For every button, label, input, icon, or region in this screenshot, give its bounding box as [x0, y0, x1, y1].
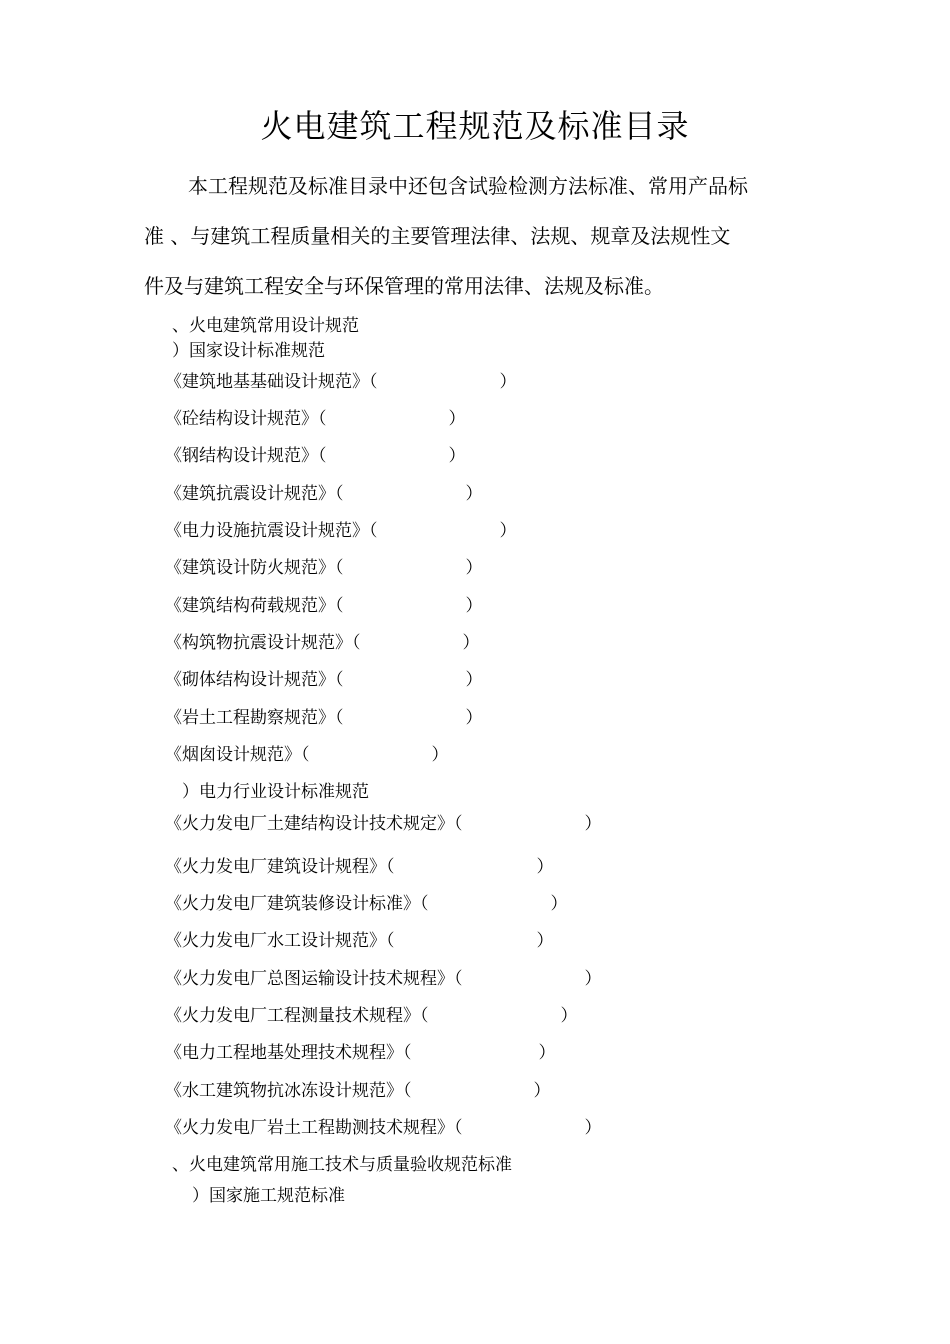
- list-item: [165, 556, 483, 580]
- list-item: [165, 668, 483, 692]
- item-close: ）: [584, 969, 602, 989]
- item-close: ）: [431, 745, 449, 765]
- item-close: ）: [536, 931, 554, 951]
- item-title: 《砌体结构设计规范》（: [165, 670, 344, 690]
- list-item: [165, 444, 466, 468]
- item-title: 《火力发电厂工程测量技术规程》（: [165, 1006, 429, 1026]
- section-heading: 、火电建筑常用设计规范: [172, 316, 359, 336]
- item-close: ）: [550, 894, 568, 914]
- list-item: [165, 594, 483, 618]
- list-item: [165, 1041, 556, 1065]
- item-title: 《火力发电厂总图运输设计技术规程》（: [165, 969, 463, 989]
- intro-line-1: 本工程规范及标准目录中还包含试验检测方法标准、常用产品标: [188, 174, 748, 198]
- item-title: 《构筑物抗震设计规范》（: [165, 633, 361, 653]
- list-item: [165, 407, 466, 431]
- list-item: [165, 631, 480, 655]
- item-title: 《火力发电厂建筑装修设计标准》（: [165, 894, 429, 914]
- subsection-heading: ）电力行业设计标准规范: [182, 782, 369, 802]
- list-item: [165, 370, 517, 394]
- list-item: [165, 519, 517, 543]
- item-close: ）: [465, 708, 483, 728]
- item-title: 《水工建筑物抗冰冻设计规范》（: [165, 1081, 412, 1101]
- list-item: [165, 967, 602, 991]
- item-title: 《电力工程地基处理技术规程》（: [165, 1043, 412, 1063]
- list-item: [165, 743, 449, 767]
- item-close: ）: [538, 1043, 556, 1063]
- page-title: 火电建筑工程规范及标准目录: [260, 107, 690, 145]
- item-close: ）: [584, 1118, 602, 1138]
- subsection-heading: ）国家施工规范标准: [192, 1186, 345, 1206]
- section-heading: 、火电建筑常用施工技术与质量验收规范标准: [172, 1155, 512, 1175]
- item-close: ）: [533, 1081, 551, 1101]
- intro-line-2: 准 、与建筑工程质量相关的主要管理法律、法规、规章及法规性文: [144, 224, 731, 248]
- item-close: ）: [448, 446, 466, 466]
- subsection-heading: ）国家设计标准规范: [172, 341, 325, 361]
- item-close: ）: [465, 596, 483, 616]
- item-title: 《建筑抗震设计规范》（: [165, 484, 344, 504]
- list-item: [165, 812, 602, 836]
- item-close: ）: [560, 1006, 578, 1026]
- item-title: 《建筑设计防火规范》（: [165, 558, 344, 578]
- list-item: [165, 855, 554, 879]
- item-close: ）: [462, 633, 480, 653]
- item-title: 《烟囱设计规范》（: [165, 745, 310, 765]
- intro-line-3: 件及与建筑工程安全与环保管理的常用法律、法规及标准。: [144, 274, 664, 298]
- item-close: ）: [448, 409, 466, 429]
- item-title: 《火力发电厂岩土工程勘测技术规程》（: [165, 1118, 463, 1138]
- item-title: 《电力设施抗震设计规范》（: [165, 521, 378, 541]
- list-item: [165, 892, 568, 916]
- item-title: 《建筑结构荷载规范》（: [165, 596, 344, 616]
- item-close: ）: [465, 484, 483, 504]
- item-title: 《砼结构设计规范》（: [165, 409, 327, 429]
- item-title: 《岩土工程勘察规范》（: [165, 708, 344, 728]
- list-item: [165, 1116, 602, 1140]
- item-close: ）: [499, 521, 517, 541]
- item-close: ）: [465, 670, 483, 690]
- item-title: 《火力发电厂建筑设计规程》（: [165, 857, 395, 877]
- list-item: [165, 482, 483, 506]
- item-title: 《火力发电厂土建结构设计技术规定》（: [165, 814, 463, 834]
- list-item: [165, 929, 554, 953]
- list-item: [165, 1079, 551, 1103]
- item-title: 《建筑地基基础设计规范》（: [165, 372, 378, 392]
- item-close: ）: [499, 372, 517, 392]
- item-title: 《钢结构设计规范》（: [165, 446, 327, 466]
- list-item: [165, 706, 483, 730]
- item-close: ）: [465, 558, 483, 578]
- item-title: 《火力发电厂水工设计规范》（: [165, 931, 395, 951]
- item-close: ）: [536, 857, 554, 877]
- list-item: [165, 1004, 578, 1028]
- item-close: ）: [584, 814, 602, 834]
